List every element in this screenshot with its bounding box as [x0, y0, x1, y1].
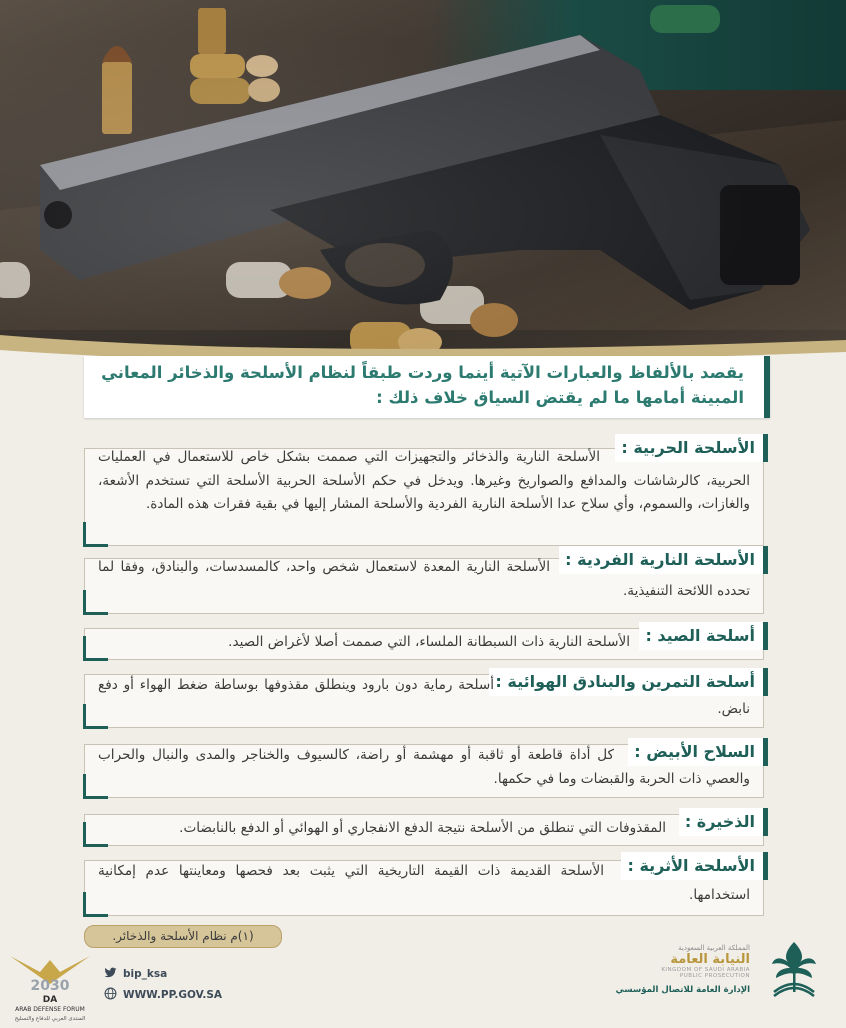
definition-term: أسلحة التمرين والبنادق الهوائية : [489, 668, 768, 696]
intro-line-1: يقصد بالألفاظ والعبارات الآتية أينما وردت طبقاً لنظام الأسلحة والذخائر المعاني [101, 363, 744, 382]
definition-term: الذخيرة : [679, 808, 768, 836]
department-name: الإدارة العامة للاتصال المؤسسي [615, 985, 750, 995]
arab-defense-forum-watermark [0, 950, 100, 1024]
saudi-emblem-icon [766, 938, 822, 1000]
header-wave [0, 300, 846, 360]
source-footnote: (١)م نظام الأسلحة والذخائر. [84, 925, 282, 948]
definition-antique-weapons [84, 852, 764, 916]
pistol-illustration [0, 0, 846, 360]
definition-term: الأسلحة الحربية : [615, 434, 768, 462]
arab-defense-forum-logo [0, 950, 100, 1024]
lying-bullet-5 [350, 322, 442, 356]
corner-accent [83, 522, 108, 547]
website-link[interactable] [104, 987, 222, 1001]
twitter-bird-icon [104, 966, 117, 979]
definition-training-air-guns [84, 668, 764, 730]
twitter-handle-text: bip_ksa [123, 968, 168, 980]
intro-line-2: المبينة أمامها ما لم يقتض السياق خلاف ذلك : [376, 388, 744, 407]
teal-corner-shape [426, 0, 846, 90]
definition-term: السلاح الأبيض : [628, 738, 768, 766]
hero-photo [0, 0, 846, 360]
definition-text: الأسلحة النارية ذات السبطانة الملساء، التي صممت أصلا لأغراض الصيد. [228, 634, 630, 650]
kingdom-name-en: KINGDOM OF SAUDI ARABIA [661, 967, 750, 973]
lying-bullet-6 [0, 262, 30, 298]
lying-bullet-3 [226, 262, 331, 299]
green-bullet [650, 5, 720, 33]
definition-individual-firearms [84, 546, 764, 614]
globe-icon [104, 987, 117, 1000]
org-name-en: PUBLIC PROSECUTION [679, 973, 750, 979]
definition-text: أسلحة رماية دون بارود وينطلق مقذوفها بوساطة ضغط الهواء أو دفع نابض. [98, 677, 750, 717]
website-url: WWW.PP.GOV.SA [123, 989, 223, 1001]
lying-bullet-2 [190, 78, 280, 104]
definition-text: الأسلحة القديمة ذات القيمة التاريخية التي يثبت بعد فحصها ومعاينتها عدم إمكانية استخدامها. [98, 863, 750, 903]
definition-term: الأسلحة النارية الفردية : [559, 546, 768, 574]
definition-bladed-weapons [84, 738, 764, 800]
definition-hunting-weapons [84, 622, 764, 662]
lying-bullet-1 [190, 54, 278, 78]
watermark-name-en: ARAB DEFENSE FORUM [15, 1006, 85, 1013]
watermark-short: DA [42, 995, 58, 1005]
kingdom-name-ar: المملكة العربية السعودية [678, 944, 750, 952]
standing-bullet-2 [198, 8, 226, 54]
intro-banner [84, 356, 770, 418]
definition-military-weapons [84, 434, 764, 546]
watermark-year: 2030 [30, 978, 70, 994]
lying-bullet-4 [420, 286, 518, 337]
definition-term: الأسلحة الأثرية : [621, 852, 768, 880]
watermark-name-ar: المنتدى العربي للدفاع والتسليح [14, 1016, 86, 1022]
definition-ammunition [84, 808, 764, 848]
org-name-ar: النيابة العامة [670, 952, 750, 967]
definition-text: الأسلحة النارية المعدة لاستعمال شخص واحد، كالمسدسات، والبنادق، وفقا لما تحدده اللائحة التنفيذية. [98, 559, 750, 599]
twitter-handle[interactable] [104, 966, 167, 980]
public-prosecution-logo-text [615, 944, 750, 995]
standing-bullet-1 [102, 46, 132, 134]
definition-text: المقذوفات التي تنطلق من الأسلحة نتيجة الدفع الانفجاري أو الهوائي أو الدفع بالنابضات. [179, 820, 666, 836]
definition-term: أسلحة الصيد : [639, 622, 768, 650]
definition-text: كل أداة قاطعة أو ثاقبة أو مهشمة أو راضة، كالسيوف والخناجر والمدى والنبال والحراب والعصي ذات الحربة والقبضات وما في حكمها. [98, 747, 750, 787]
definition-text: الأسلحة النارية والذخائر والتجهيزات التي صممت بشكل خاص للاستعمال في العمليات الحربية، كالرشاشات والمدافع والصواريخ وغيرها. ويدخل في حكم الأسلحة الحربية الأسلحة التي تستخدم الأشعة، والغازات، والسموم، وأي سلاح عدا الأسلحة النارية الفردية والأسلحة المشار إليها في بقية فقرات هذه المادة. [98, 449, 750, 512]
